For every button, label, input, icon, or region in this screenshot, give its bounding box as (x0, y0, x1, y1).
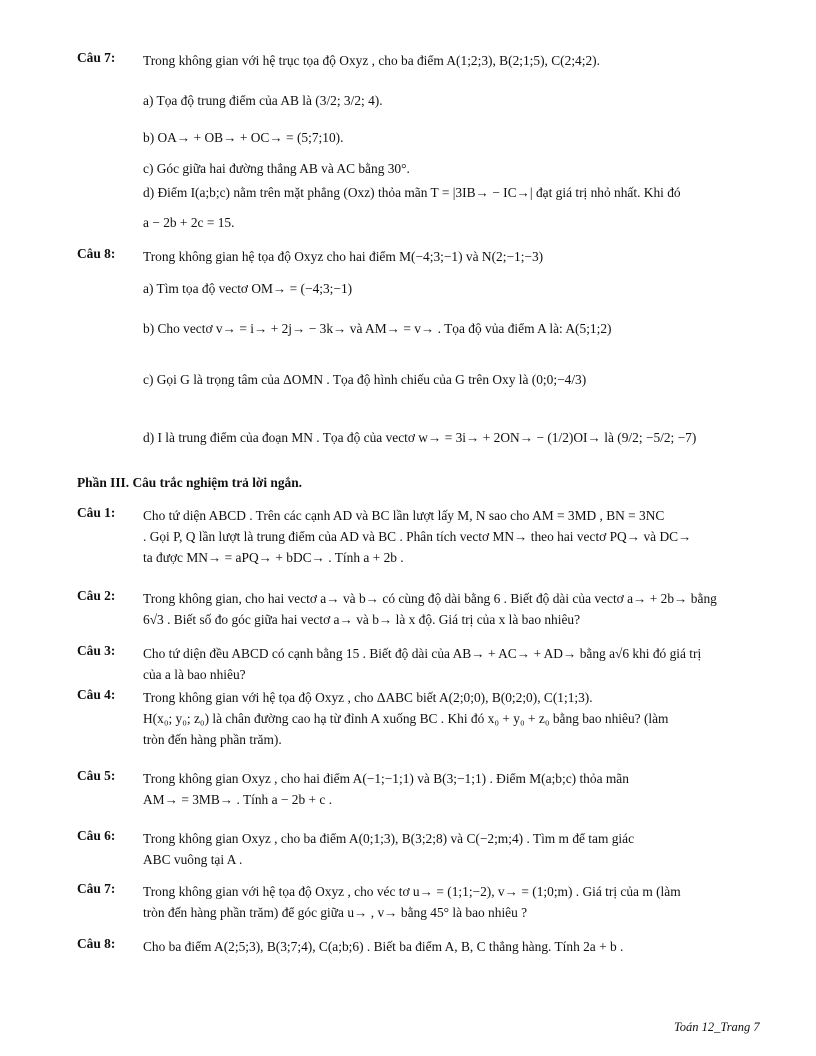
question-7-stem (77, 50, 777, 71)
statement-a: a) Tìm tọa độ vectơ OM→ = (−4;3;−1) (143, 281, 353, 296)
question-line: 6√3 . Biết số đo góc giữa hai vectơ a→ và b→ là x độ. Giá trị của x là bao nhiêu? (143, 612, 581, 627)
question-line: Trong không gian Oxyz , cho hai điểm A(−1;−1;1) và B(3;−1;1) . Điểm M(a;b;c) thỏa mãn (143, 771, 629, 786)
statement-b: b) OA→ + OB→ + OC→ = (5;7;10). (143, 130, 344, 145)
statement-d: d) I là trung điểm của đoạn MN . Tọa độ của vectơ w→ = 3i→ + 2ON→ − (1/2)OI→ là (9/2; −5/2; −7) (143, 430, 697, 445)
question-label: Câu 5: (77, 768, 116, 783)
question-label: Câu 8: (77, 246, 116, 261)
question-line: AM→ = 3MB→ . Tính a − 2b + c . (143, 792, 333, 807)
part3-question-8 (77, 936, 777, 957)
statement-c: c) Góc giữa hai đường thẳng AB và AC bằng 30°. (143, 161, 410, 176)
question-line: Trong không gian Oxyz , cho ba điểm A(0;1;3), B(3;2;8) và C(−2;m;4) . Tìm m để tam giác (143, 831, 635, 846)
question-label: Câu 7: (77, 881, 116, 896)
question-line: ABC vuông tại A . (143, 852, 243, 867)
statement-a: a) Tọa độ trung điểm của AB là (3/2; 3/2; 4). (143, 93, 383, 108)
part-3-title: Phần III. Câu trắc nghiệm trả lời ngắn. (77, 475, 303, 490)
question-text (143, 768, 777, 810)
question-line: . Gọi P, Q lần lượt là trung điểm của AD và BC . Phân tích vectơ MN→ theo hai vectơ PQ→ và DC→ (143, 529, 692, 544)
question-line: Trong không gian, cho hai vectơ a→ và b→ có cùng độ dài bằng 6 . Biết độ dài của vectơ a→ + 2b→ bằng (143, 591, 717, 606)
statement-d-line1: d) Điểm I(a;b;c) nằm trên mặt phẳng (Oxz) thỏa mãn T = |3IB→ − IC→| đạt giá trị nhỏ nhất. Khi đó (143, 185, 681, 200)
question-line: Cho tứ diện đều ABCD có cạnh bằng 15 . Biết độ dài của AB→ + AC→ + AD→ bằng a√6 khi đó giá trị (143, 646, 702, 661)
part3-question-5 (77, 768, 777, 810)
question-line: ta được MN→ = aPQ→ + bDC→ . Tính a + 2b . (143, 550, 404, 565)
question-line: Cho ba điểm A(2;5;3), B(3;7;4), C(a;b;6) . Biết ba điểm A, B, C thẳng hàng. Tính 2a + b . (143, 939, 624, 954)
page-footer: Toán 12_Trang 7 (674, 1020, 760, 1034)
question-label: Câu 4: (77, 687, 116, 702)
part3-question-7 (77, 881, 777, 923)
question-label: Câu 2: (77, 588, 116, 603)
question-text: Trong không gian với hệ trục tọa độ Oxyz , cho ba điểm A(1;2;3), B(2;1;5), C(2;4;2). (143, 53, 600, 68)
question-line: Trong không gian với hệ tọa độ Oxyz , cho ΔABC biết A(2;0;0), B(0;2;0), C(1;1;3). (143, 690, 593, 705)
question-label: Câu 3: (77, 643, 116, 658)
question-line: tròn đến hàng phần trăm) để góc giữa u→ , v→ bằng 45° là bao nhiêu ? (143, 905, 528, 920)
question-text (143, 643, 777, 685)
part3-question-1 (77, 505, 777, 568)
statement-c: c) Gọi G là trọng tâm của ΔOMN . Tọa độ hình chiếu của G trên Oxy là (0;0;−4/3) (143, 372, 587, 387)
question-line: Cho tứ diện ABCD . Trên các cạnh AD và BC lần lượt lấy M, N sao cho AM = 3MD , BN = 3NC (143, 508, 665, 523)
statement-b: b) Cho vectơ v→ = i→ + 2j→ − 3k→ và AM→ = v→ . Tọa độ vủa điểm A là: A(5;1;2) (143, 321, 612, 336)
question-line: tròn đến hàng phần trăm). (143, 732, 282, 747)
question-line: của a là bao nhiêu? (143, 667, 246, 682)
question-label: Câu 8: (77, 936, 116, 951)
question-text (143, 828, 777, 870)
question-line: Trong không gian với hệ tọa độ Oxyz , cho véc tơ u→ = (1;1;−2), v→ = (1;0;m) . Giá trị của m (làm (143, 884, 681, 899)
question-text (143, 936, 777, 957)
question-8-stem (77, 246, 777, 267)
question-label: Câu 1: (77, 505, 116, 520)
question-label: Câu 6: (77, 828, 116, 843)
question-text (143, 505, 777, 568)
part3-question-4 (77, 687, 777, 750)
part3-question-3 (77, 643, 777, 685)
question-text (143, 881, 777, 923)
question-text: Trong không gian hệ tọa độ Oxyz cho hai điểm M(−4;3;−1) và N(2;−1;−3) (143, 249, 544, 264)
part3-question-2 (77, 588, 777, 630)
statement-d-line2: a − 2b + 2c = 15. (143, 215, 235, 230)
question-label: Câu 7: (77, 50, 116, 65)
question-line: H(x₀; y₀; z₀) là chân đường cao hạ từ đỉnh A xuống BC . Khi đó x₀ + y₀ + z₀ bằng bao nhiêu? (làm (143, 711, 669, 726)
part3-question-6 (77, 828, 777, 870)
question-text (143, 588, 777, 630)
question-text (143, 687, 777, 750)
